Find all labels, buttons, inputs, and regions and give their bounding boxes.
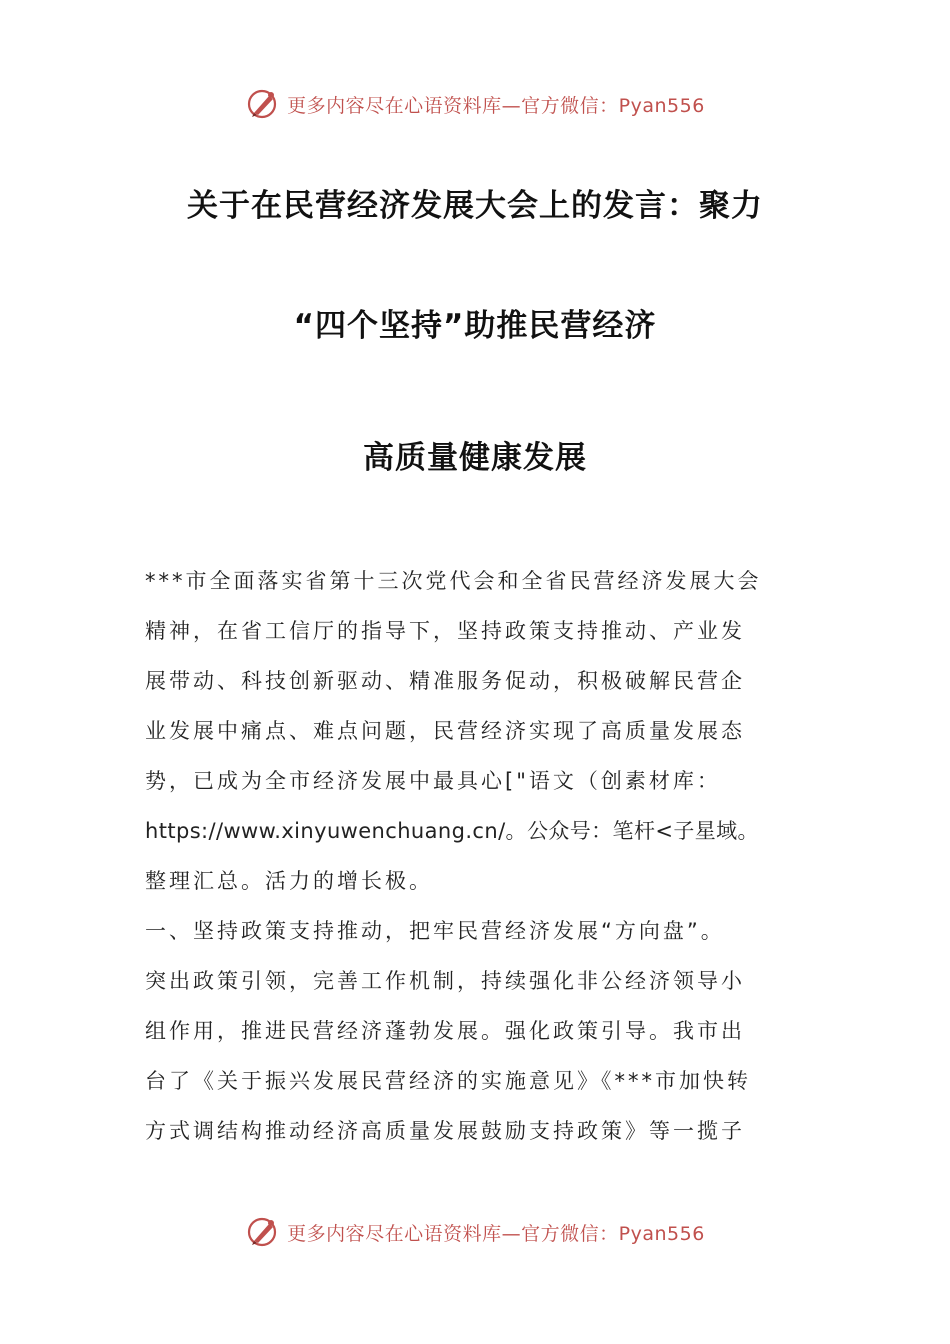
page-title-line-3: 高质量健康发展 (363, 440, 587, 476)
watermark-text: 更多内容尽在心语资料库—官方微信：Pyan556 (287, 1222, 705, 1245)
page-title-line-2: “四个坚持”助推民营经济 (293, 308, 657, 344)
body-line: 方式调结构推动经济高质量发展鼓励支持政策》等一揽子 (145, 1119, 745, 1143)
body-line: 组作用，推进民营经济蓬勃发展。强化政策引导。我市出 (145, 1019, 745, 1043)
section-heading-1: 一、坚持政策支持推动，把牢民营经济发展“方向盘”。 (145, 919, 725, 943)
pen-logo-icon (245, 1214, 281, 1250)
watermark-text: 更多内容尽在心语资料库—官方微信：Pyan556 (287, 94, 705, 117)
body-line: 整理汇总。活力的增长极。 (145, 869, 433, 893)
body-line: 展带动、科技创新驱动、精准服务促动，积极破解民营企 (145, 669, 745, 693)
body-line: 精神，在省工信厅的指导下，坚持政策支持推动、产业发 (145, 619, 745, 643)
pen-logo-icon (245, 86, 281, 122)
header-watermark (0, 84, 950, 124)
page-title-line-1: 关于在民营经济发展大会上的发言：聚力 (187, 188, 763, 224)
body-line: ***市全面落实省第十三次党代会和全省民营经济发展大会 (145, 569, 762, 593)
body-line: 台了《关于振兴发展民营经济的实施意见》《***市加快转 (145, 1069, 751, 1093)
body-line: 势，已成为全市经济发展中最具心["语文（创素材库： (145, 769, 721, 793)
body-line: 业发展中痛点、难点问题，民营经济实现了高质量发展态 (145, 719, 745, 743)
footer-watermark (0, 1212, 950, 1252)
body-paragraphs (145, 556, 807, 1156)
body-line: 突出政策引领，完善工作机制，持续强化非公经济领导小 (145, 969, 745, 993)
body-line-url: https://www.xinyuwenchuang.cn/。公众号：笔杆<子星域。 (145, 819, 759, 843)
